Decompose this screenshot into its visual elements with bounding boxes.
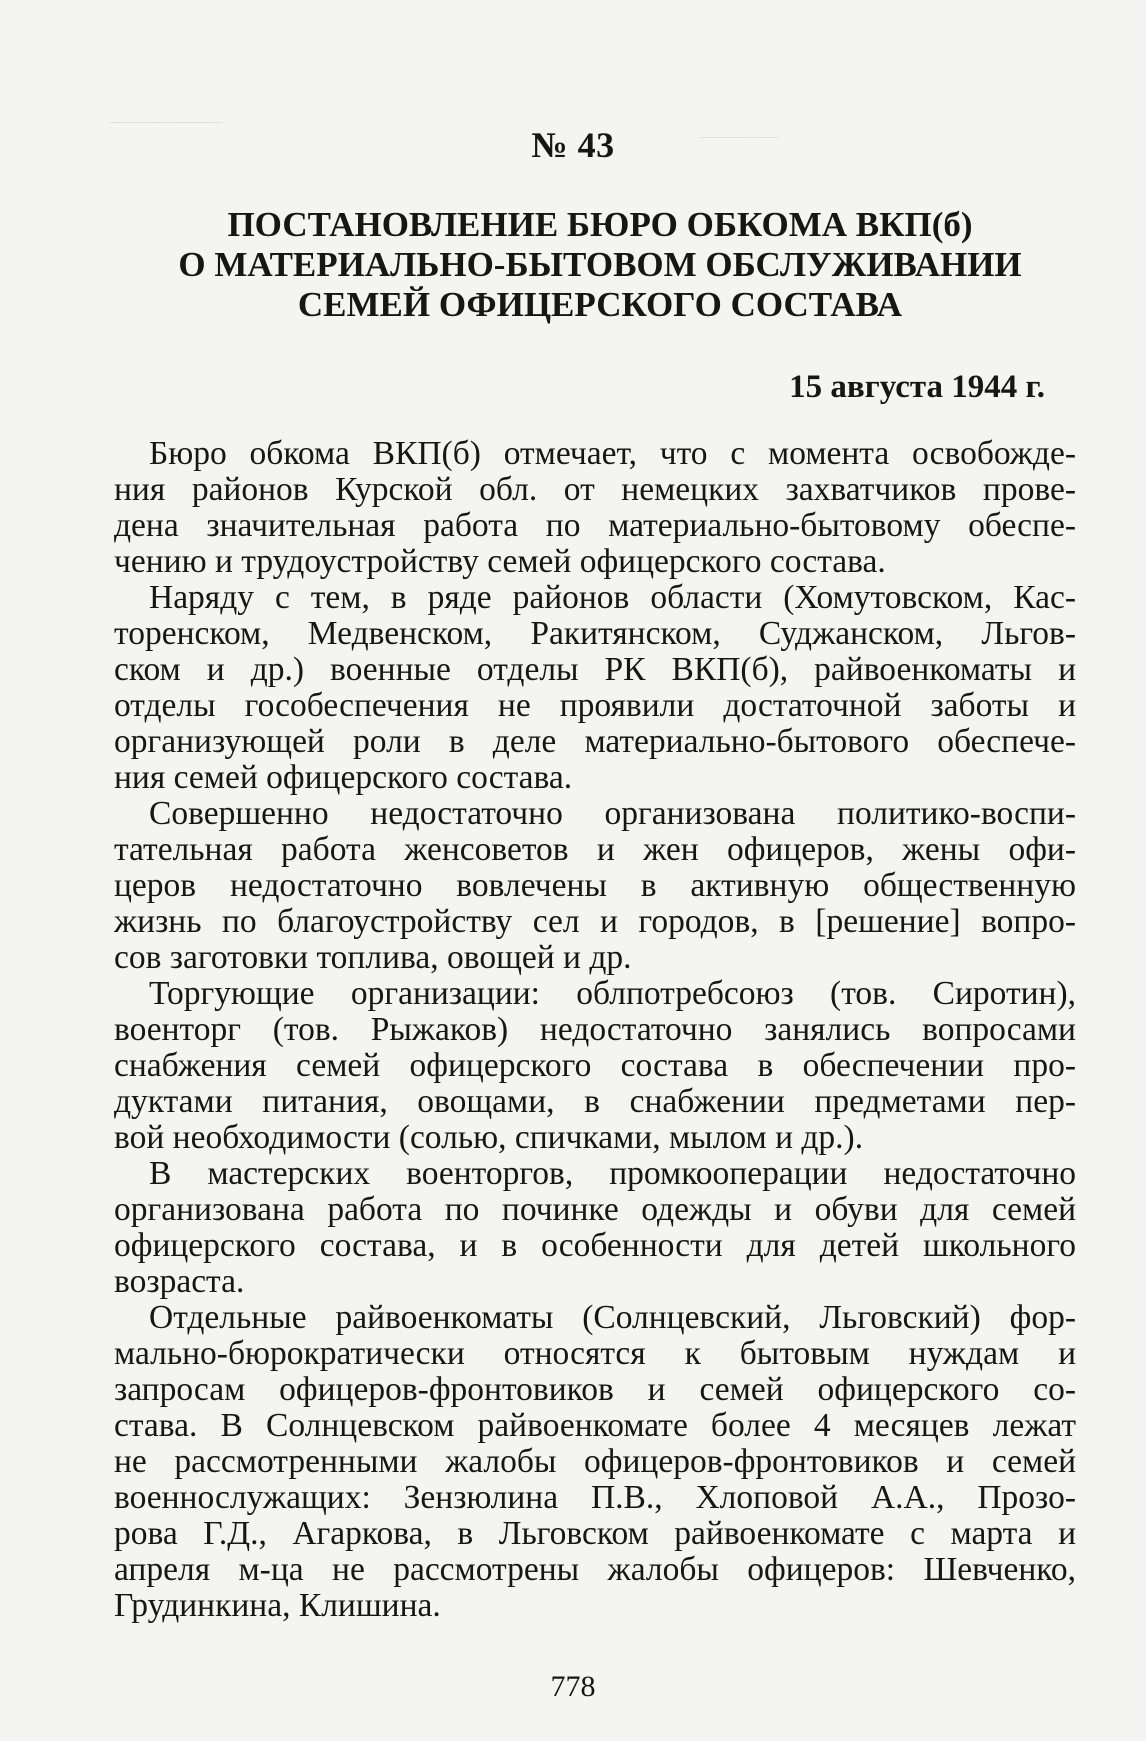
text-line: апреля м-ца не рассмотрены жалобы офицеров: Шевченко, bbox=[114, 1551, 1076, 1588]
text-line: военнослужащих: Зензюлина П.В., Хлоповой А.А., Прозо- bbox=[114, 1479, 1076, 1516]
paragraph bbox=[114, 1156, 1076, 1300]
text-line: Бюро обкома ВКП(б) отмечает, что с момента освобожде- bbox=[149, 435, 1076, 472]
paragraph bbox=[114, 796, 1076, 976]
text-line: ском и др.) военные отделы РК ВКП(б), райвоенкоматы и bbox=[114, 651, 1076, 688]
paragraph bbox=[114, 436, 1076, 580]
document-title bbox=[150, 205, 1050, 325]
text-line: става. В Солнцевском райвоенкомате более 4 месяцев лежат bbox=[114, 1407, 1076, 1444]
paragraph bbox=[114, 976, 1076, 1156]
text-line: офицерского состава, и в особенности для детей школьного bbox=[114, 1227, 1076, 1264]
title-line: О МАТЕРИАЛЬНО-БЫТОВОМ ОБСЛУЖИВАНИИ bbox=[178, 245, 1022, 284]
text-line: ния семей офицерского состава. bbox=[114, 759, 573, 796]
text-line: Совершенно недостаточно организована политико-воспи- bbox=[149, 795, 1076, 832]
text-line: Торгующие организации: облпотребсоюз (тов. Сиротин), bbox=[149, 975, 1076, 1012]
bleed-through-decoration: ‾‾‾‾‾‾‾‾‾ bbox=[700, 135, 778, 164]
title-line: СЕМЕЙ ОФИЦЕРСКОГО СОСТАВА bbox=[297, 285, 903, 324]
text-line: В мастерских военторгов, промкооперации недостаточно bbox=[149, 1155, 1076, 1192]
document-body bbox=[114, 436, 1076, 1624]
text-line: военторг (тов. Рыжаков) недостаточно занялись вопросами bbox=[114, 1011, 1076, 1048]
text-line: церов недостаточно вовлечены в активную общественную bbox=[114, 867, 1076, 904]
bleed-through-decoration: ‾‾‾‾‾‾‾‾‾‾‾‾‾ bbox=[110, 120, 223, 149]
text-line: сов заготовки топлива, овощей и др. bbox=[114, 939, 632, 976]
page-number: 778 bbox=[550, 1670, 596, 1703]
text-line: снабжения семей офицерского состава в обеспечении про- bbox=[114, 1047, 1076, 1084]
text-line: организующей роли в деле материально-бытового обеспече- bbox=[114, 723, 1076, 760]
text-line: мально-бюрократически относятся к бытовым нуждам и bbox=[114, 1335, 1076, 1372]
text-line: ния районов Курской обл. от немецких захватчиков прове- bbox=[114, 471, 1076, 508]
text-line: Отдельные райвоенкоматы (Солнцевский, Льговский) фор- bbox=[149, 1299, 1076, 1336]
document-number: № 43 bbox=[531, 125, 615, 165]
text-line: отделы гособеспечения не проявили достаточной заботы и bbox=[114, 687, 1076, 724]
text-line: Грудинкина, Клишина. bbox=[114, 1587, 441, 1624]
title-line: ПОСТАНОВЛЕНИЕ БЮРО ОБКОМА ВКП(б) bbox=[227, 205, 973, 244]
document-date: 15 августа 1944 г. bbox=[789, 369, 1045, 405]
text-line: жизнь по благоустройству сел и городов, в [решение] вопро- bbox=[114, 903, 1076, 940]
text-line: не рассмотренными жалобы офицеров-фронтовиков и семей bbox=[114, 1443, 1076, 1480]
text-line: запросам офицеров-фронтовиков и семей офицерского со- bbox=[114, 1371, 1076, 1408]
text-line: вой необходимости (солью, спичками, мылом и др.). bbox=[114, 1119, 864, 1156]
text-line: торенском, Медвенском, Ракитянском, Суджанском, Льгов- bbox=[114, 615, 1076, 652]
paragraph bbox=[114, 580, 1076, 796]
text-line: организована работа по починке одежды и обуви для семей bbox=[114, 1191, 1076, 1228]
text-line: возраста. bbox=[114, 1263, 245, 1300]
text-line: рова Г.Д., Агаркова, в Льговском райвоенкомате с марта и bbox=[114, 1515, 1076, 1552]
text-line: дуктами питания, овощами, в снабжении предметами пер- bbox=[114, 1083, 1076, 1120]
text-line: дена значительная работа по материально-бытовому обеспе- bbox=[114, 507, 1076, 544]
text-line: тательная работа женсоветов и жен офицеров, жены офи- bbox=[114, 831, 1076, 868]
text-line: Наряду с тем, в ряде районов области (Хомутовском, Кас- bbox=[149, 579, 1076, 616]
paragraph bbox=[114, 1300, 1076, 1624]
text-line: чению и трудоустройству семей офицерского состава. bbox=[114, 543, 886, 580]
